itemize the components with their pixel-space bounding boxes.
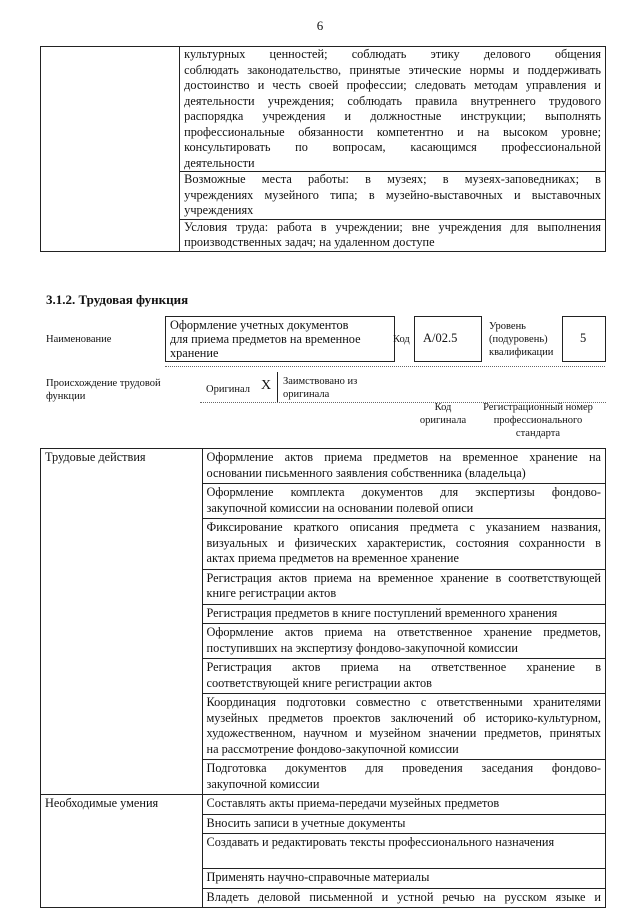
dotted-separator (165, 366, 605, 367)
borrowed-label (283, 375, 357, 401)
text-line: Создавать и редактировать тексты профессионального назначения (206, 835, 555, 849)
text-line: Фиксирование краткого описания предмета с указанием названия, (206, 520, 601, 534)
text-line: учреждениях музейного типа; в музейно-выставочных и выставочных (184, 187, 601, 202)
text-line: учреждениях (184, 203, 254, 217)
list-item (203, 659, 606, 694)
text-line (207, 851, 602, 867)
text-line: распорядка учреждения и должностные инструкции; выполнять (184, 109, 601, 123)
text-line: Условия труда: работа в учреждении; вне учреждения для выполнения (184, 219, 601, 234)
text-line: Вносить записи в учетные документы (206, 815, 406, 830)
function-name-line: хранение (170, 346, 219, 360)
text-line: Составлять акты приема-передачи музейных предметов (206, 796, 500, 810)
list-item (203, 815, 606, 835)
text-line: профессиональные обязанности компетентно и на высоком уровне; (184, 124, 601, 139)
code-box (414, 316, 482, 362)
list-item (203, 694, 606, 760)
text-line: культурных ценностей; соблюдать этику делового общения (184, 47, 601, 61)
text-line: Оформление актов приема на ответственное хранение предметов, (206, 625, 601, 639)
text-line: Оформление актов приема предметов на временное хранение на (206, 450, 601, 464)
text-line: основании письменного заявления собственника (владельца) (206, 465, 526, 480)
continuation-label-cell (41, 47, 180, 252)
list-item (203, 519, 606, 570)
text-line: деятельности учреждения; соблюдать правила внутреннего трудового (184, 93, 601, 108)
text-line: достоинство и честь своей профессии; следовать методам управления и (184, 78, 601, 92)
function-name-box (165, 316, 395, 362)
level-box (562, 316, 606, 362)
text-line: Возможные места работы: в музеях; в музеях-заповедниках; в (184, 172, 601, 186)
original-mark: X (261, 378, 272, 393)
origin-label (46, 377, 161, 403)
list-item (203, 570, 606, 605)
text-line: визуальных и физических характеристик, состояния сохранности в (206, 535, 601, 550)
text-line: художественном, научном и музейном значении предметов, принятых (206, 726, 601, 740)
section-title: 3.1.2. Трудовая функция (46, 292, 189, 307)
text-line: музейных предметов проектов заключений об историко-культурном, (206, 710, 601, 725)
text-line: поступивших на экспертизу фондово-закупочной комиссии (206, 640, 518, 655)
text-line: Регистрация предметов в книге поступлений временного хранения (206, 605, 558, 620)
reg-number-label (478, 401, 598, 440)
list-item (203, 605, 606, 625)
reg-number-line: стандарта (515, 428, 561, 439)
code-value: А/02.5 (423, 331, 458, 345)
text-line: соответствующей книге регистрации актов (206, 675, 432, 690)
level-label-line: квалификации (489, 347, 554, 358)
competencies-text (180, 47, 605, 171)
level-value: 5 (580, 331, 587, 345)
required-skills-cell (202, 795, 606, 908)
reg-number-line: профессионального (493, 415, 583, 426)
borrowed-label-line: Заимствовано из (283, 376, 358, 387)
text-line: книге регистрации актов (206, 586, 337, 600)
list-item (203, 889, 606, 908)
origin-divider (277, 372, 278, 402)
level-label (489, 320, 553, 359)
text-line: на рассмотрение фондово-закупочной комиссии (206, 741, 459, 756)
code-original-label (418, 401, 468, 427)
text-line: консультировать по вопросам, касающимся профессиональной (184, 140, 601, 154)
function-name-line: Оформление учетных документов (170, 318, 349, 332)
text-line: Регистрация актов приема на ответственное хранение в (206, 660, 601, 674)
text-line: Оформление комплекта документов для экспертизы фондово- (206, 485, 601, 499)
code-label: Код (393, 334, 410, 345)
text-line: Применять научно-справочные материалы (206, 870, 430, 884)
function-name-line: для приема предметов на временное (170, 332, 361, 346)
text-line: Подготовка документов для проведения заседания фондово- (206, 761, 601, 775)
continuation-row (180, 172, 606, 220)
borrowed-label-line: оригинала (283, 389, 330, 400)
row-label: Необходимые умения (41, 795, 203, 908)
code-original-line: оригинала (419, 415, 467, 426)
text-line: Координация подготовки совместно с ответственными хранителями (206, 695, 601, 709)
list-item (203, 869, 606, 889)
text-line: Регистрация актов приема на временное хранение в соответствующей (206, 570, 601, 585)
continuation-row (180, 219, 606, 251)
text-line: производственных задач; на удаленном доступе (184, 235, 435, 249)
origin-label-line: Происхождение трудовой (46, 378, 161, 389)
list-item (203, 795, 606, 815)
text-line: деятельности (184, 155, 255, 170)
list-item (203, 760, 606, 794)
list-item (203, 834, 606, 869)
function-details-table (40, 448, 606, 908)
original-label: Оригинал (206, 384, 250, 395)
text-line: соблюдать законодательство, принятые этические нормы и поддерживать (184, 62, 601, 77)
text-line: закупочной комиссии (206, 776, 320, 791)
origin-label-line: функции (46, 391, 86, 402)
text-line: закупочной комиссии на основании полевой описи (206, 500, 474, 515)
list-item (203, 484, 606, 519)
continuation-table (40, 46, 606, 252)
page-number: 6 (316, 18, 324, 33)
code-original-line: Код (434, 402, 452, 413)
row-label: Трудовые действия (41, 449, 203, 795)
text-line: Владеть деловой письменной и устной речью на русском языке и (206, 889, 601, 904)
list-item (203, 449, 606, 484)
labor-actions-cell (202, 449, 606, 795)
workplaces-text (180, 172, 605, 219)
reg-number-line: Регистрационный номер (483, 402, 593, 413)
level-label-line: (подуровень) (489, 334, 548, 345)
level-label-line: Уровень (489, 321, 526, 332)
name-label: Наименование (46, 334, 112, 345)
continuation-row (180, 47, 606, 172)
list-item (203, 624, 606, 659)
work-conditions-text (180, 220, 605, 251)
text-line: актах приема предметов на временное хранение (206, 551, 459, 565)
